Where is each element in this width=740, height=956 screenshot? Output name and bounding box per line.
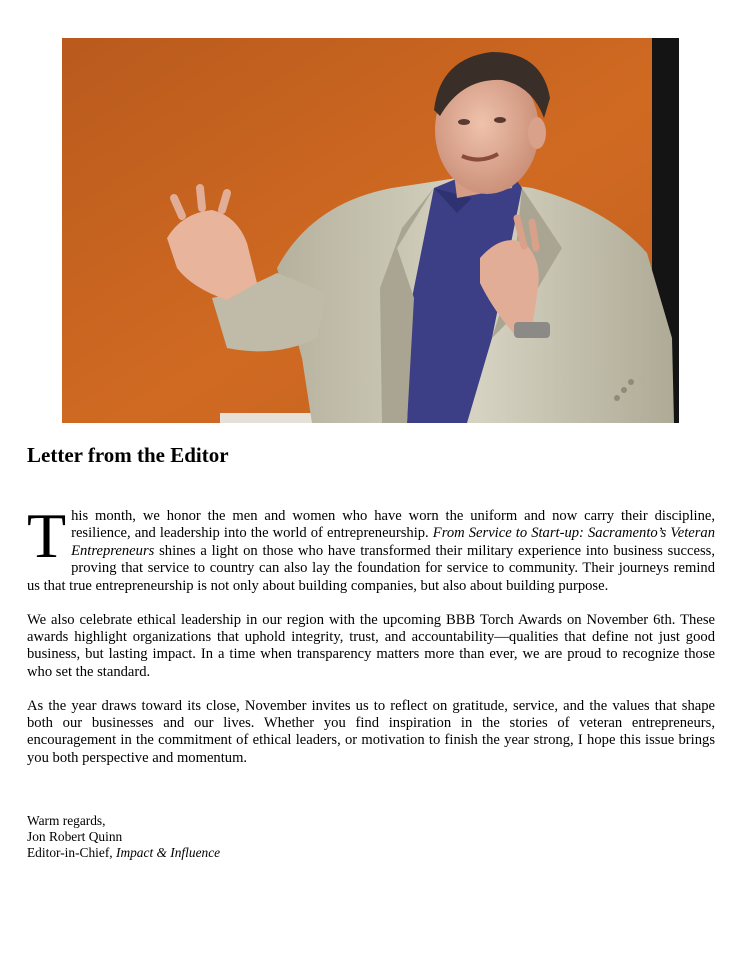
letter-body	[27, 500, 715, 784]
page-title: Letter from the Editor	[27, 443, 229, 467]
paragraph-2: We also celebrate ethical leadership in our region with the upcoming BBB Torch Awards on November 6th. These awards highlight organizations that uphold integrity, trust, and accountability—qualities that define not just good business, but lasting impact. In a time when transparency matters more than ever, we are proud to recognize those who set the standard.	[27, 611, 715, 680]
editor-photo	[62, 38, 679, 423]
signoff	[27, 813, 220, 861]
editor-role	[27, 845, 220, 861]
drop-cap: T	[27, 500, 67, 571]
publication-name: Impact & Influence	[115, 845, 221, 860]
editor-name: Jon Robert Quinn	[27, 829, 123, 844]
closing: Warm regards,	[27, 813, 106, 828]
editor-photo-illustration	[62, 38, 679, 423]
paragraph-1	[27, 500, 715, 595]
paragraph-1-lead: his month, we honor the men and women who have worn the uniform and now carry their discipline, resilience, and leadership into the world of entrepreneurship.	[71, 508, 715, 542]
editor-role-prefix: Editor-in-Chief,	[27, 845, 116, 860]
feature-title: From Service to Start-up: Sacramento’s Veteran Entrepreneurs	[71, 525, 715, 559]
paragraph-3: As the year draws toward its close, November invites us to reflect on gratitude, service, and the values that shape both our businesses and our lives. Whether you find inspiration in the stories of veteran entrepreneurs, encouragement in the commitment of ethical leaders, or motivation to finish the year strong, I hope this issue brings you both perspective and momentum.	[27, 697, 715, 766]
paragraph-1-rest: shines a light on those who have transformed their military experience into business success, proving that service to country can also lay the foundation for service to community. Their journeys remind us that true entrepreneurship is not only about building companies, but also about building purpose.	[27, 542, 715, 594]
